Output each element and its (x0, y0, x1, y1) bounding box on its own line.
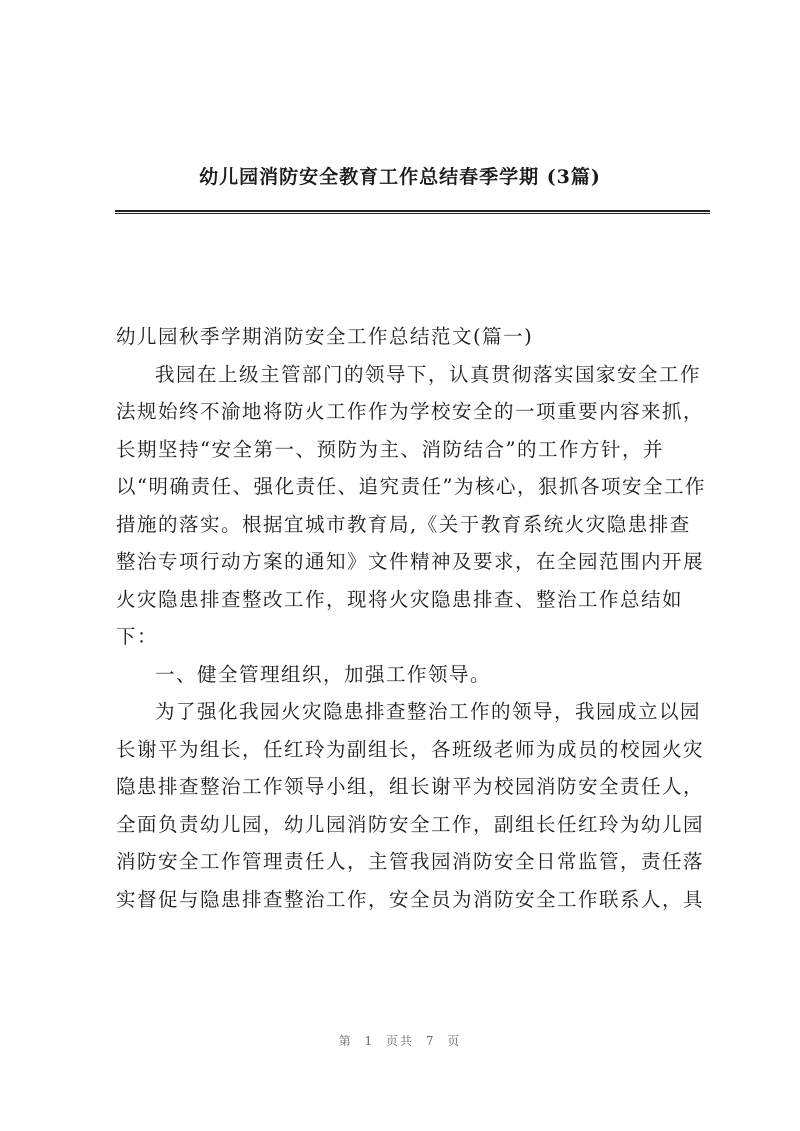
paragraph-subheading: 一、健全管理组织，加强工作领导。 (155, 662, 492, 686)
title-underline-divider (115, 210, 710, 214)
section-heading: 幼儿园秋季学期消防安全工作总结范文(篇一) (116, 325, 534, 348)
page-number-footer: 第 1 页共 7 页 (338, 1034, 462, 1048)
paragraph-intro: 我园在上级主管部门的领导下，认真贯彻落实国家安全工作法规始终不渝地将防火工作作为学校安全的一项重要内容来抓，长期坚持“安全第一、预防为主、消防结合”的工作方针，并以“明确责任、强化责任、追究责任”为核心，狠抓各项安全工作措施的落实。根据宜城市教育局,《关于教育系统火灾隐患排查整治专项行动方案的通知》文件精神及要求，在全园范围内开展火灾隐患排查整改工作，现将火灾隐患排查、整治工作总结如下： (116, 362, 706, 648)
document-body (116, 318, 710, 918)
paragraph-organization: 为了强化我园火灾隐患排查整治工作的领导，我园成立以园长谢平为组长，任红玲为副组长，各班级老师为成员的校园火灾隐患排查整治工作领导小组，组长谢平为校园消防安全责任人，全面负责幼儿园，幼儿园消防安全工作，副组长任红玲为幼儿园消防安全工作管理责任人，主管我园消防安全日常监管，责任落实督促与隐患排查整治工作，安全员为消防安全工作联系人，具 (116, 700, 705, 911)
document-title: 幼儿园消防安全教育工作总结春季学期 (3篇) (199, 166, 601, 188)
